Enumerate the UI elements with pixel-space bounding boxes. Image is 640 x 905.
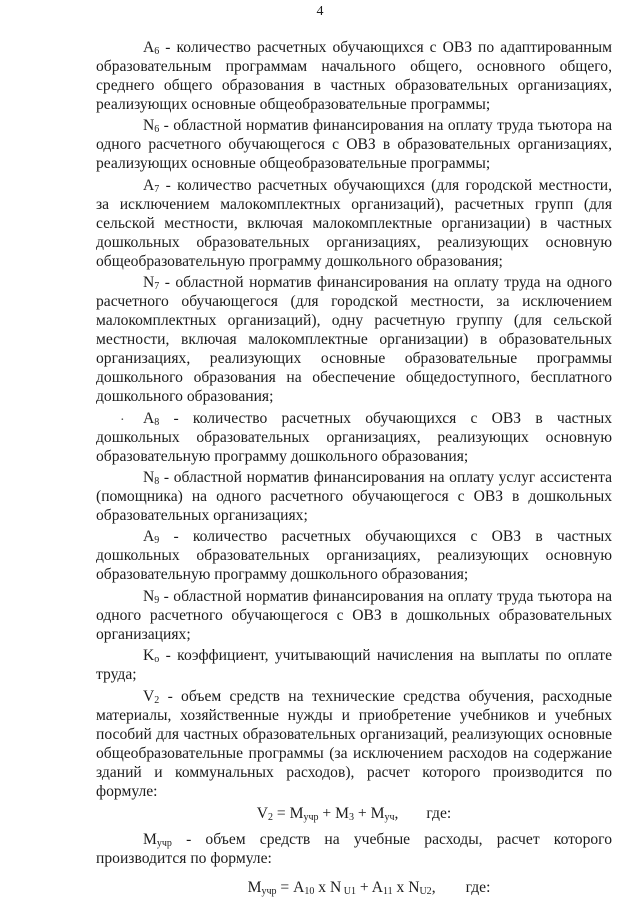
formula-times: x (314, 878, 330, 896)
formula-times: x (392, 878, 409, 896)
formula-term: M (370, 804, 385, 822)
formula-term: M (289, 804, 304, 822)
definition-paragraph (96, 687, 612, 801)
formula-term: N (408, 878, 420, 896)
formula-plus: + (318, 804, 336, 822)
formula-term: A (293, 878, 305, 896)
definition-text: - объем средств на технические средства обучения, расходные материалы, хозяйственные нужды и приобретение учебников и учебных пособий для частных образовательных организаций, реализующих основные общеобразовательные программы (за исключением расходов на содержание зданий и коммунальных расходов), расчет которого производится по формуле: (96, 687, 612, 800)
variable-symbol: K (143, 647, 155, 665)
formula-comma: , (394, 804, 399, 822)
formula-term-subscript: U2 (419, 885, 432, 897)
formula-lhs-subscript: учр (261, 885, 277, 897)
formula-lhs: M (247, 878, 262, 896)
variable-subscript: 8 (154, 416, 160, 428)
definitions-list (96, 38, 612, 801)
variable-subscript: 7 (154, 183, 160, 195)
definition-text: - областной норматив финансирования на оплату услуг ассистента (помощника) на одного расчетного обучающегося с ОВЗ в дошкольных образовательных организациях; (96, 468, 612, 524)
variable-subscript: 6 (154, 124, 160, 136)
variable-symbol: A (143, 409, 155, 427)
definition-paragraph (96, 273, 612, 406)
formula-v2 (96, 804, 612, 823)
formula-lhs-subscript: 2 (268, 811, 274, 823)
formula-term-subscript: 3 (349, 811, 354, 823)
page-number: 4 (316, 4, 324, 19)
formula-comma: , (431, 878, 436, 896)
scan-artifact-dot: · (120, 413, 125, 428)
variable-subscript: 2 (154, 694, 160, 706)
definition-paragraph (96, 587, 612, 644)
variable-subscript: 6 (154, 46, 160, 57)
definition-text: - областной норматив финансирования на оплату труда тьютора на одного расчетного обучающегося с ОВЗ в образовательных организациях, реализующих основные общеобразовательные программы; (96, 117, 612, 173)
definition-paragraph (96, 646, 612, 684)
definition-text: - областной норматив финансирования на оплату труда тьютора на одного расчетного обучающегося с ОВЗ в дошкольных образовательных организациях; (96, 587, 612, 643)
definition-paragraph-m-uchr (96, 830, 612, 868)
definition-paragraph (96, 527, 612, 584)
variable-symbol: A (143, 176, 155, 194)
definition-text: - количество расчетных обучающихся с ОВЗ по адаптированным образовательным программам начального общего, основного общего, среднего общего образования в частных образовательных организациях, реализующих основные общеобразовательные программы; (96, 39, 612, 113)
formula-plus: + (354, 804, 371, 822)
formula-term: A (371, 878, 383, 896)
definition-text: - количество расчетных обучающихся (для городской местности, за исключением малокомплектных организаций), расчетных групп (для сельской местности, включая малокомплектные организации) в частных дошкольных образовательных организациях, реализующих основную общеобразовательную программу дошкольного образования; (96, 176, 612, 270)
variable-subscript: 9 (154, 594, 160, 606)
variable-subscript: 7 (154, 281, 160, 293)
formula-term: M (335, 804, 349, 822)
formula-lhs: V (256, 804, 269, 822)
definition-text: - количество расчетных обучающихся с ОВЗ в частных дошкольных образовательных организациях, реализующих основную образовательную программу дошкольного образования; (96, 409, 612, 465)
formula-term-subscript: уч (384, 811, 395, 823)
variable-symbol: A (143, 39, 155, 56)
formula-equals: = (276, 878, 294, 896)
formula-term: N (329, 878, 342, 896)
formula-m-uchr (96, 878, 612, 897)
document-body (96, 38, 612, 904)
definition-text: - областной норматив финансирования на оплату труда на одного расчетного обучающегося (для городской местности, за исключением малокомплектных организаций), одну расчетную группу (для сельской местности, включая малокомплектные организации) в образовательных организациях, реализующих основные образовательные программы дошкольного образования на обеспечение общедоступного, бесплатного дошкольного образования; (96, 274, 612, 406)
formula-where: где: (465, 878, 491, 896)
definition-paragraph (96, 116, 612, 173)
variable-symbol: M (143, 830, 157, 848)
formula-where: где: (426, 804, 452, 822)
definition-text: - объем средств на учебные расходы, расчет которого производится по формуле: (96, 830, 612, 867)
variable-symbol: V (143, 687, 155, 705)
variable-subscript: 8 (154, 475, 160, 487)
variable-subscript: учр (156, 837, 172, 849)
formula-plus: + (355, 878, 372, 896)
definition-paragraph (96, 468, 612, 525)
definition-text: - коэффициент, учитывающий начисления на выплаты по оплате труда; (96, 647, 612, 684)
variable-subscript: o (154, 654, 160, 666)
definition-text: - количество расчетных обучающихся с ОВЗ в частных дошкольных образовательных организациях, реализующих основную образовательную программу дошкольного образования; (96, 528, 612, 584)
formula-term-subscript: 11 (382, 885, 393, 897)
variable-symbol: N (143, 468, 155, 486)
definition-paragraph (96, 409, 612, 466)
formula-equals: = (273, 804, 290, 822)
variable-symbol: N (143, 274, 155, 292)
variable-symbol: A (143, 528, 155, 546)
variable-symbol: N (143, 587, 155, 605)
formula-term-subscript: U1 (341, 885, 356, 897)
variable-subscript: 9 (154, 535, 160, 547)
definition-paragraph (96, 38, 612, 114)
variable-symbol: N (143, 117, 155, 135)
definition-paragraph (96, 176, 612, 271)
formula-term-subscript: 10 (304, 885, 315, 897)
formula-term-subscript: учр (303, 811, 319, 823)
